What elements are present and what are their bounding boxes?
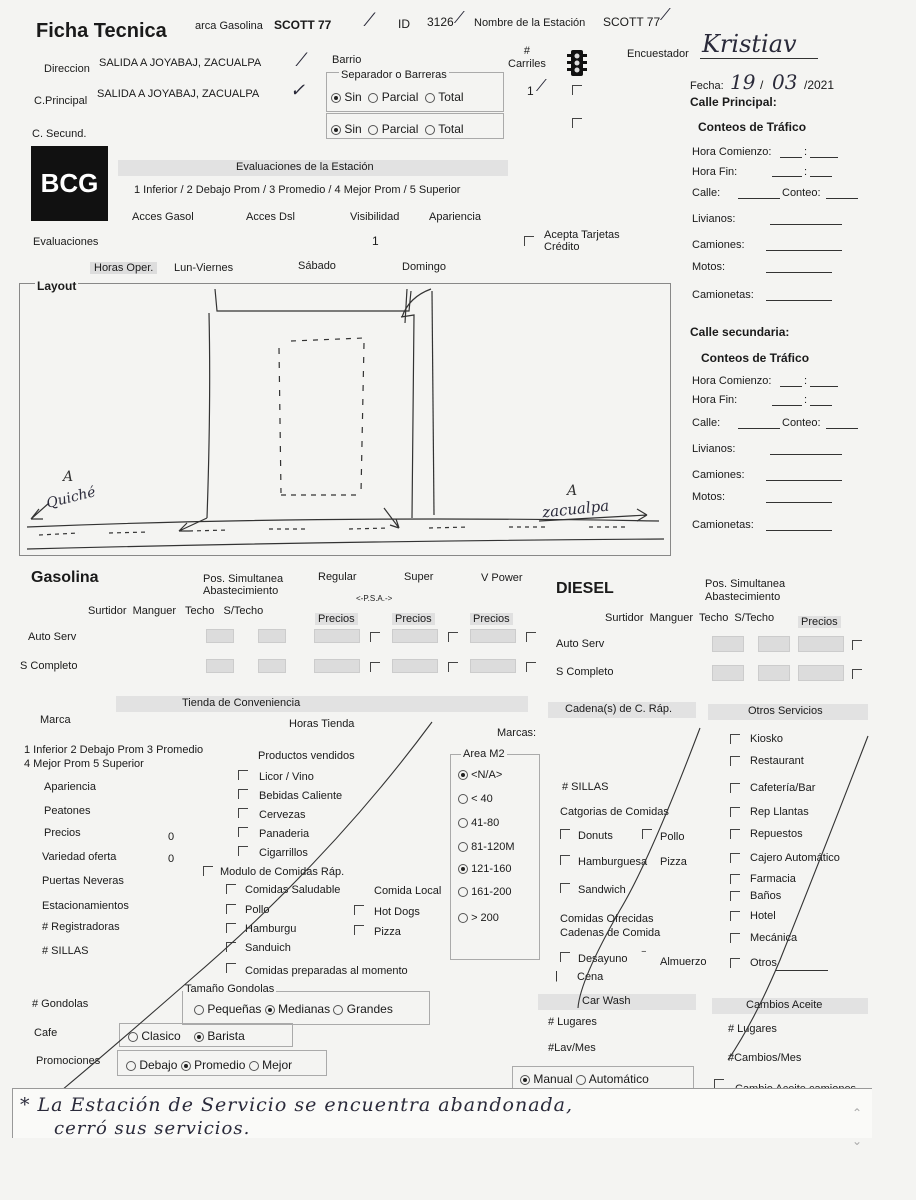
calle-secundaria-heading: Calle secundaria: <box>690 325 790 339</box>
comp-manguer-field[interactable] <box>258 659 286 673</box>
cadena-pollo-checkbox[interactable] <box>642 829 652 839</box>
gasolina-s-completo: S Completo <box>20 660 78 672</box>
auto-regular-checkbox[interactable] <box>370 632 380 642</box>
diesel-cols: Surtidor Manguer Techo S/Techo <box>605 612 775 624</box>
prod-licor: Licor / Vino <box>259 771 314 783</box>
fecha-label: Fecha: <box>690 80 724 92</box>
radio-grandes[interactable] <box>333 1005 343 1015</box>
tamano-options[interactable]: Pequeñas Medianas Grandes <box>194 1002 393 1016</box>
modulo-label: Modulo de Comidas Ráp. <box>220 866 345 878</box>
horas-domingo: Domingo <box>402 261 447 273</box>
direccion-value: SALIDA A JOYABAJ, ZACUALPA <box>99 57 262 69</box>
diesel-precios-label: Precios <box>798 616 841 628</box>
layout-right-note: zacualpa <box>541 496 610 522</box>
gasolina-regular: Regular <box>318 571 357 583</box>
bebidas-checkbox[interactable] <box>238 789 248 799</box>
otros-7-checkbox[interactable] <box>730 891 740 901</box>
check-mark: ⁄ <box>300 50 304 71</box>
radio-parcial[interactable] <box>368 125 378 135</box>
separador-label: Separador o Barreras <box>341 69 447 81</box>
carriles-label: # Carriles <box>508 45 546 70</box>
hotdogs-checkbox[interactable] <box>354 905 364 915</box>
tp-camionetas: Camionetas: <box>692 289 754 301</box>
prod-cigarrillos: Cigarrillos <box>259 847 308 859</box>
cadena-cena: Cena <box>577 971 604 983</box>
cafe-options[interactable]: Clasico Barista <box>128 1029 245 1043</box>
check-mark: ⁄ <box>368 10 372 31</box>
traffic-secundaria-title: Conteos de Tráfico <box>701 351 810 365</box>
ts-hora-comienzo: Hora Comienzo: <box>692 375 772 387</box>
eval-peatones: Peatones <box>44 805 91 817</box>
modulo-pollo: Pollo <box>245 904 270 916</box>
radio-pequenas[interactable] <box>194 1005 204 1015</box>
fecha-day: 19 <box>730 70 756 94</box>
gasolina-auto-serv: Auto Serv <box>28 631 77 643</box>
otros-4-checkbox[interactable] <box>730 829 740 839</box>
otros-0-checkbox[interactable] <box>730 734 740 744</box>
prod-bebidas: Bebidas Caliente <box>259 790 343 802</box>
gondolas-label: # Gondolas <box>32 998 89 1010</box>
comp-super-checkbox[interactable] <box>448 662 458 672</box>
id-value: 3126 <box>427 15 454 29</box>
id-label: ID <box>398 17 410 31</box>
otros-item: Kiosko <box>750 733 784 745</box>
otros-6-checkbox[interactable] <box>730 874 740 884</box>
radio-area-121-160[interactable] <box>458 864 468 874</box>
area-box <box>450 754 540 960</box>
radio-automatico[interactable] <box>576 1075 586 1085</box>
marca-label: arca Gasolina <box>195 20 263 32</box>
tienda-scale-1: 1 Inferior 2 Debajo Prom 3 Promedio <box>24 744 204 756</box>
ts-hora-fin: Hora Fin: <box>692 394 738 406</box>
col-apariencia: Apariencia <box>429 211 481 223</box>
auto-vpower-checkbox[interactable] <box>526 632 536 642</box>
otros-item: Hotel <box>750 910 776 922</box>
otros-1-checkbox[interactable] <box>730 756 740 766</box>
diesel-pos: Pos. Simultanea Abastecimiento <box>705 578 786 603</box>
modulo-sanduich: Sanduich <box>245 942 291 954</box>
otros-8-checkbox[interactable] <box>730 911 740 921</box>
modulo-saludable: Comidas Saludable <box>245 884 341 896</box>
carwash-lugares: # Lugares <box>548 1016 597 1028</box>
check-mark: ⁄ <box>664 5 667 24</box>
diesel-auto-serv: Auto Serv <box>556 638 605 650</box>
evaluaciones-title: Evaluaciones de la Estación <box>236 161 374 173</box>
panaderia-checkbox[interactable] <box>238 827 248 837</box>
notes-line-2: cerró sus servicios. <box>54 1118 251 1139</box>
col-visibilidad: Visibilidad <box>350 211 400 223</box>
modulo-hotdogs: Hot Dogs <box>374 906 420 918</box>
radio-area-200[interactable] <box>458 913 468 923</box>
marca-value: SCOTT 77 <box>274 18 332 32</box>
radio-sin[interactable] <box>331 125 341 135</box>
marcas-label: Marcas: <box>497 727 537 739</box>
separador-principal-options[interactable]: Sin Parcial Total <box>331 90 464 104</box>
otros-item: Mecánica <box>750 932 798 944</box>
radio-area-40[interactable] <box>458 794 468 804</box>
radio-area-na[interactable] <box>458 770 468 780</box>
fecha-year: /2021 <box>804 78 835 92</box>
aceite-cambios: #Cambios/Mes <box>728 1052 802 1064</box>
radio-manual[interactable] <box>520 1075 530 1085</box>
gasolina-cols: Surtidor Manguer Techo S/Techo <box>88 605 264 617</box>
auto-vpower-price[interactable] <box>470 629 516 643</box>
encuestador-value: Kristiav <box>702 30 797 58</box>
otros-9-checkbox[interactable] <box>730 933 740 943</box>
cadena-ofrecidas: Comidas Ofrecidas Cadenas de Comida <box>560 913 661 939</box>
tienda-horas: Horas Tienda <box>289 718 355 730</box>
auto-super-checkbox[interactable] <box>448 632 458 642</box>
hamburgu-checkbox[interactable] <box>226 923 236 933</box>
promo-options[interactable]: Debajo Promedio Mejor <box>126 1058 292 1072</box>
radio-total[interactable] <box>425 125 435 135</box>
cadena-sandwich: Sandwich <box>578 884 626 896</box>
col-acces-dsl: Acces Dsl <box>246 211 295 223</box>
diesel-s-completo: S Completo <box>556 666 614 678</box>
tp-hora-comienzo: Hora Comienzo: <box>692 146 772 158</box>
gasolina-psa: <-P.S.A.-> <box>356 594 393 603</box>
cprincipal-label: C.Principal <box>34 95 88 107</box>
auto-regular-price[interactable] <box>314 629 360 643</box>
diesel-comp-checkbox[interactable] <box>852 669 862 679</box>
sanduich-checkbox[interactable] <box>226 942 236 952</box>
cadena-title: Cadena(s) de C. Ráp. <box>565 703 672 715</box>
check-mark: ⁄ <box>540 76 543 95</box>
check-mark: ⁄ <box>458 8 461 27</box>
fecha-month: 03 <box>772 70 798 94</box>
tp-calle: Calle: <box>692 187 721 199</box>
separador-secund-options[interactable]: Sin Parcial Total <box>331 122 464 136</box>
hamburguesa-checkbox[interactable] <box>560 855 570 865</box>
carwash-type-options[interactable]: Manual Automático <box>520 1072 649 1086</box>
estacion-label: Nombre de la Estación <box>474 17 586 29</box>
sandwich-checkbox[interactable] <box>560 883 570 893</box>
otros-item: Cajero Automático <box>750 852 840 864</box>
eval-apariencia: Apariencia <box>44 781 96 793</box>
pizza-checkbox[interactable] <box>354 925 364 935</box>
otros-item: Rep Llantas <box>750 806 809 818</box>
comp-surtidor-field[interactable] <box>206 659 234 673</box>
radio-parcial[interactable] <box>368 93 378 103</box>
carriles-value: 1 <box>527 84 534 98</box>
diesel-auto-manguer[interactable] <box>758 636 790 652</box>
horas-label: Horas Oper. <box>90 262 157 274</box>
modulo-preparadas: Comidas preparadas al momento <box>245 965 408 977</box>
diesel-auto-surtidor[interactable] <box>712 636 744 652</box>
modulo-checkbox[interactable] <box>203 866 213 876</box>
cadena-almuerzo: Almuerzo <box>660 956 707 968</box>
auto-surtidor-field[interactable] <box>206 629 234 643</box>
precio-regular-label: Precios <box>315 613 358 625</box>
carwash-lavmes: #Lav/Mes <box>548 1042 596 1054</box>
comp-regular-checkbox[interactable] <box>370 662 380 672</box>
otros-item: Restaurant <box>750 755 804 767</box>
gasolina-title: Gasolina <box>31 569 99 586</box>
radio-mejor[interactable] <box>249 1061 259 1071</box>
visibilidad-value: 1 <box>372 234 379 248</box>
eval-variedad-value: 0 <box>168 853 175 865</box>
tp-motos: Motos: <box>692 261 726 273</box>
traffic-light-icon <box>566 48 588 78</box>
saludable-checkbox[interactable] <box>226 884 236 894</box>
auto-super-price[interactable] <box>392 629 438 643</box>
precio-super-label: Precios <box>392 613 435 625</box>
tarjetas-checkbox[interactable] <box>524 236 534 246</box>
prod-cervezas: Cervezas <box>259 809 306 821</box>
prod-panaderia: Panaderia <box>259 828 310 840</box>
gasolina-pos: Pos. Simultanea Abastecimiento <box>203 573 284 597</box>
promociones-label: Promociones <box>36 1055 101 1067</box>
comp-vpower-price[interactable] <box>470 659 516 673</box>
cigarrillos-checkbox[interactable] <box>238 846 248 856</box>
diesel-comp-surtidor[interactable] <box>712 665 744 681</box>
evaluaciones-scale: 1 Inferior / 2 Debajo Prom / 3 Promedio / 4 Mejor Prom / 5 Superior <box>134 184 461 196</box>
radio-promedio[interactable] <box>181 1061 191 1071</box>
ts-conteo: Conteo: <box>782 417 821 429</box>
cafe-label: Cafe <box>34 1027 58 1039</box>
comp-super-price[interactable] <box>392 659 438 673</box>
tienda-scale-2: 4 Mejor Prom 5 Superior <box>24 758 144 770</box>
area-label: Area M2 <box>463 748 505 760</box>
radio-debajo[interactable] <box>126 1061 136 1071</box>
radio-medianas[interactable] <box>265 1005 275 1015</box>
col-acces-gasol: Acces Gasol <box>132 211 194 223</box>
precio-vpower-label: Precios <box>470 613 513 625</box>
carwash-title: Car Wash <box>582 995 631 1007</box>
layout-left-note: Quiché <box>44 484 98 512</box>
otros-item: Otros <box>750 957 777 969</box>
notes-line-1: * La Estación de Servicio se encuentra abandonada, <box>20 1094 574 1116</box>
pollo-checkbox[interactable] <box>226 904 236 914</box>
otros-item: Repuestos <box>750 828 803 840</box>
tienda-title: Tienda de Conveniencia <box>182 697 301 709</box>
otros-5-checkbox[interactable] <box>730 853 740 863</box>
eval-registradoras: # Registradoras <box>42 921 120 933</box>
calle-principal-heading: Calle Principal: <box>690 95 777 109</box>
check-mark: ✓ <box>290 80 306 101</box>
donuts-checkbox[interactable] <box>560 829 570 839</box>
otros-2-checkbox[interactable] <box>730 783 740 793</box>
csecund-label: C. Secund. <box>32 128 87 140</box>
gasolina-vpower: V Power <box>481 572 523 584</box>
aceite-lugares: # Lugares <box>728 1023 777 1035</box>
otros-10-checkbox[interactable] <box>730 958 740 968</box>
ts-livianos: Livianos: <box>692 443 736 455</box>
eval-precios: Precios <box>44 827 81 839</box>
csecund-checkbox[interactable] <box>572 118 582 128</box>
diesel-auto-price[interactable] <box>798 636 844 652</box>
barrio-label: Barrio <box>332 54 362 66</box>
tienda-marca: Marca <box>40 714 71 726</box>
layout-title: Layout <box>37 279 77 293</box>
preparadas-checkbox[interactable] <box>226 963 236 973</box>
encuestador-label: Encuestador <box>627 48 689 60</box>
licor-checkbox[interactable] <box>238 770 248 780</box>
horas-lunvie: Lun-Viernes <box>174 262 234 274</box>
otros-item: Farmacia <box>750 873 796 885</box>
radio-total[interactable] <box>425 93 435 103</box>
radio-sin[interactable] <box>331 93 341 103</box>
ts-camiones: Camiones: <box>692 469 745 481</box>
tp-livianos: Livianos: <box>692 213 736 225</box>
ts-calle: Calle: <box>692 417 721 429</box>
evaluaciones-row-label: Evaluaciones <box>33 236 99 248</box>
traffic-principal-title: Conteos de Tráfico <box>698 120 807 134</box>
otros-item: Baños <box>750 890 782 902</box>
svg-text:A: A <box>63 469 74 485</box>
eval-variedad: Variedad oferta <box>42 851 117 863</box>
radio-area-81-120[interactable] <box>458 842 468 852</box>
radio-barista[interactable] <box>194 1032 204 1042</box>
horas-sabado: Sábado <box>298 260 336 272</box>
eval-sillas: # SILLAS <box>42 945 89 957</box>
carriles-checkbox[interactable] <box>572 85 582 95</box>
tarjetas-label: Acepta Tarjetas Crédito <box>544 229 620 253</box>
eval-precios-value: 0 <box>168 831 175 843</box>
gasolina-super: Super <box>404 571 434 583</box>
productos-vendidos: Productos vendidos <box>258 750 355 762</box>
tp-camiones: Camiones: <box>692 239 745 251</box>
cadena-pizza: Pizza <box>660 856 687 868</box>
otros-item: Cafetería/Bar <box>750 782 816 794</box>
otros-3-checkbox[interactable] <box>730 807 740 817</box>
bcg-logo: BCG <box>31 146 108 221</box>
comp-vpower-checkbox[interactable] <box>526 662 536 672</box>
cadena-desayuno: Desayuno <box>578 953 628 965</box>
diesel-auto-checkbox[interactable] <box>852 640 862 650</box>
diesel-title: DIESEL <box>556 580 614 597</box>
otros-title: Otros Servicios <box>748 705 823 717</box>
modulo-hamburgu: Hamburgu <box>245 923 297 935</box>
ts-motos: Motos: <box>692 491 726 503</box>
tp-hora-fin: Hora Fin: <box>692 166 738 178</box>
scroll-down-icon[interactable]: ⌄ <box>852 1134 863 1148</box>
cadena-sillas: # SILLAS <box>562 781 609 793</box>
cervezas-checkbox[interactable] <box>238 808 248 818</box>
radio-clasico[interactable] <box>128 1032 138 1042</box>
cadena-categorias: Catgorias de Comidas <box>560 806 669 818</box>
cadena-hamburguesa: Hamburguesa <box>578 856 648 868</box>
desayuno-checkbox[interactable] <box>560 952 570 962</box>
tamano-label: Tamaño Gondolas <box>185 983 275 995</box>
modulo-pizza: Pizza <box>374 926 401 938</box>
radio-area-41-80[interactable] <box>458 818 468 828</box>
cprincipal-value: SALIDA A JOYABAJ, ZACUALPA <box>97 88 260 100</box>
estacion-value: SCOTT 77 <box>603 15 661 29</box>
scroll-up-icon[interactable]: ⌃ <box>852 1106 863 1120</box>
eval-puertas: Puertas Neveras <box>42 875 124 887</box>
radio-area-161-200[interactable] <box>458 887 468 897</box>
comp-regular-price[interactable] <box>314 659 360 673</box>
svg-text:A: A <box>567 483 578 499</box>
page-title: Ficha Tecnica <box>36 20 167 42</box>
cadena-donuts: Donuts <box>578 830 613 842</box>
ts-camionetas: Camionetas: <box>692 519 754 531</box>
aceite-title: Cambios Aceite <box>746 999 823 1011</box>
auto-manguer-field[interactable] <box>258 629 286 643</box>
eval-estacionamientos: Estacionamientos <box>42 900 129 912</box>
cadena-pollo: Pollo <box>660 831 685 843</box>
diesel-comp-manguer[interactable] <box>758 665 790 681</box>
comida-local: Comida Local <box>374 885 442 897</box>
tp-conteo: Conteo: <box>782 187 821 199</box>
diesel-comp-price[interactable] <box>798 665 844 681</box>
direccion-label: Direccion <box>44 63 90 75</box>
